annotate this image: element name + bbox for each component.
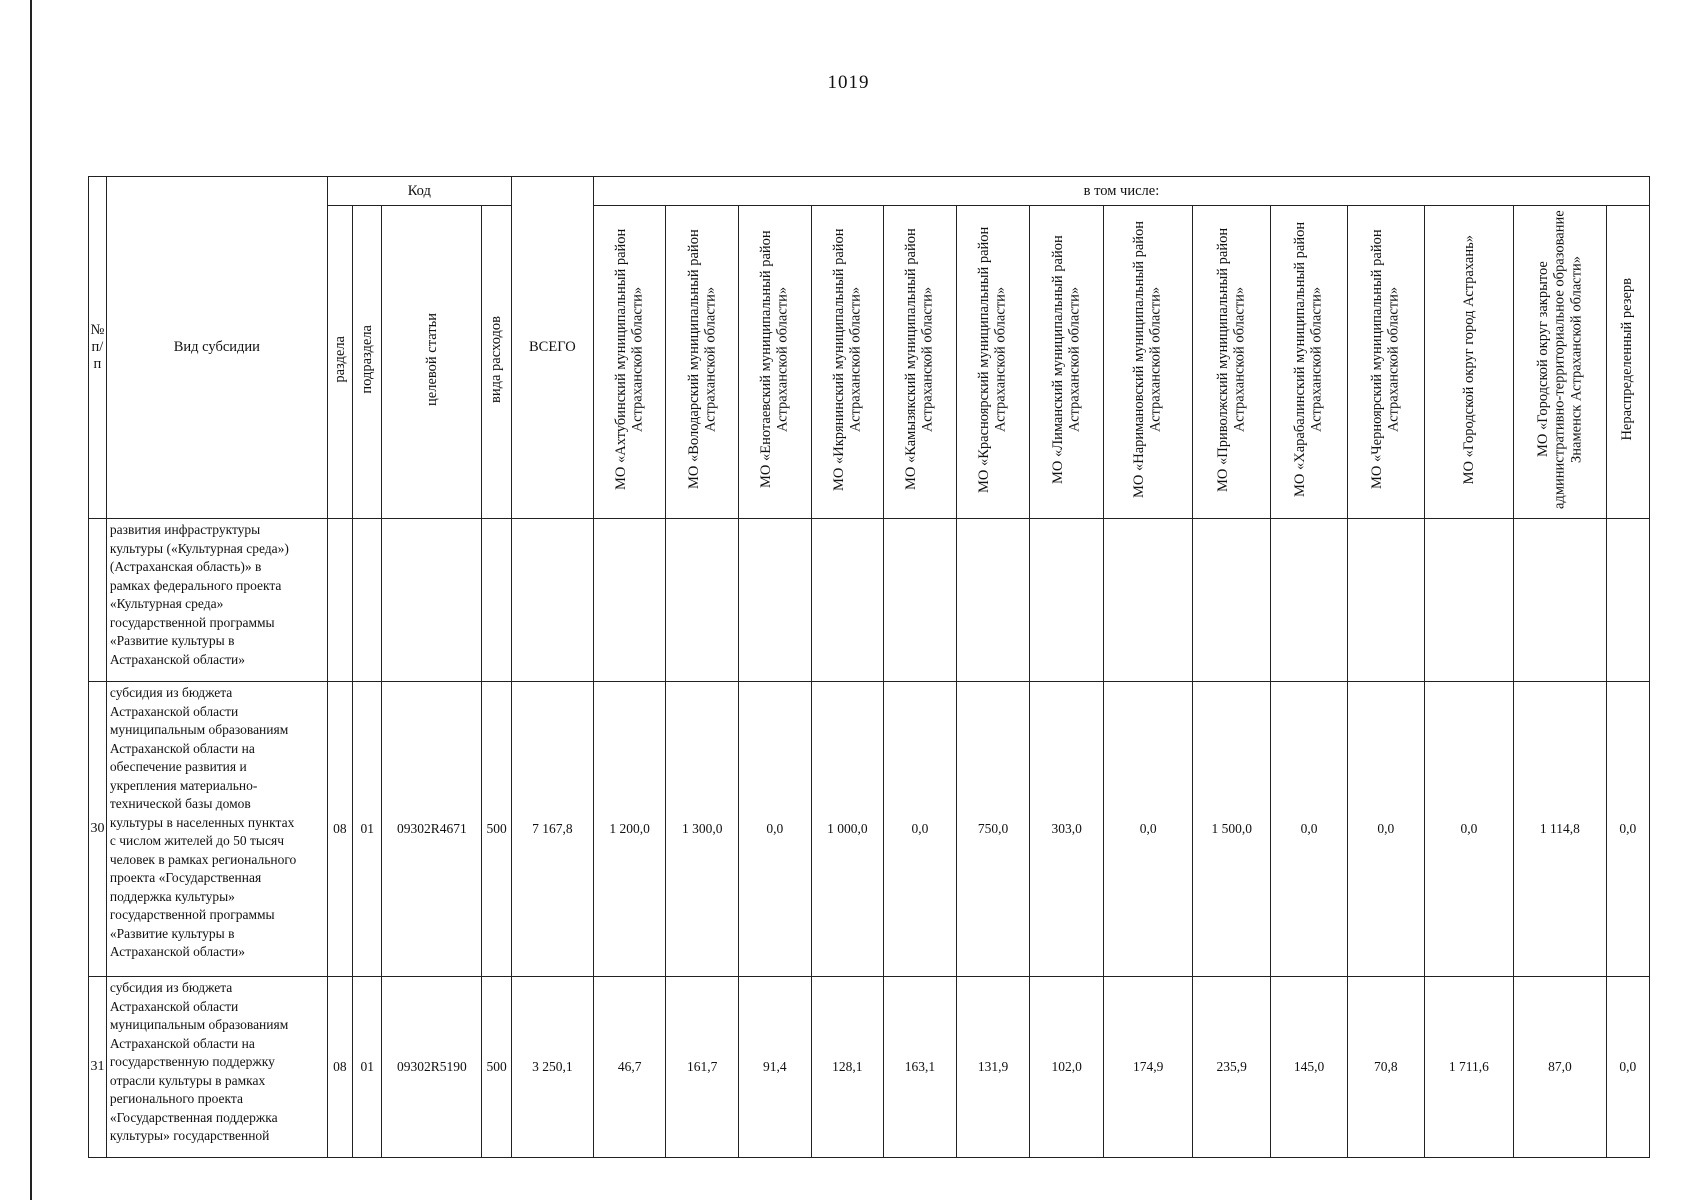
cell-value: 1 114,8 [1514,682,1607,977]
header-mo-astrakhan: МО «Городской округ город Астрахань» [1424,206,1513,519]
cell-value: 102,0 [1030,977,1104,1158]
cell-subsidy-text: субсидия из бюджета Астраханской области муниципальным образованиям Астраханской области на обеспечение развития и укрепления материально- технической базы домов культуры в населенных пунктах с числом жителей до 50 тысяч человек в рамках регионального проекта «Государственная поддержка культуры» государственной программы «Развитие культуры в Астраханской области» [106,682,327,977]
cell-value: 0,0 [1271,682,1348,977]
cell-value: 0,0 [1606,682,1649,977]
cell-value: 128,1 [811,977,884,1158]
header-code: Код [327,177,511,206]
cell-value: 303,0 [1030,682,1104,977]
cell-value: 0,0 [1606,977,1649,1158]
cell-empty [1103,519,1192,682]
header-mo-znamensk: МО «Городской округ закрытое административно-территориальное образование Знаменск Астраханской области» [1514,206,1607,519]
cell-num: 30 [89,682,107,977]
cell-value: 1 300,0 [666,682,739,977]
cell-target: 09302R5190 [382,977,482,1158]
cell-value: 91,4 [739,977,812,1158]
header-mo-limansky: МО «Лиманский муниципальный район Астраханской области» [1030,206,1104,519]
cell-subsidy-text: субсидия из бюджета Астраханской области муниципальным образованиям Астраханской области на государственную поддержку отрасли культуры в рамках регионального проекта «Государственная поддержка культуры» государственной [106,977,327,1158]
page-number: 1019 [827,72,870,93]
subsidy-table [88,176,1650,1158]
cell-empty [593,519,666,682]
table-row-continuation [89,519,1650,682]
cell-value: 0,0 [1103,682,1192,977]
cell-num [89,519,107,682]
cell-section: 08 [327,977,352,1158]
cell-empty [1271,519,1348,682]
cell-subsidy-text: развития инфраструктуры культуры («Культурная среда») (Астраханская область)» в рамках федерального проекта «Культурная среда» государственной программы «Развитие культуры в Астраханской области» [106,519,327,682]
header-including: в том числе: [593,177,1649,206]
cell-value: 1 200,0 [593,682,666,977]
cell-value: 0,0 [1347,682,1424,977]
header-mo-privolzhsky: МО «Приволжский муниципальный район Астраханской области» [1193,206,1271,519]
cell-value: 0,0 [739,682,812,977]
header-target: целевой статьи [382,206,482,519]
cell-value: 1 711,6 [1424,977,1513,1158]
cell-empty [1347,519,1424,682]
cell-value: 0,0 [884,682,957,977]
header-row-1 [89,177,1650,206]
binding-line [30,0,32,1200]
cell-value: 145,0 [1271,977,1348,1158]
header-mo-volodarsky: МО «Володарский муниципальный район Астраханской области» [666,206,739,519]
cell-empty [511,519,593,682]
cell-target: 09302R4671 [382,682,482,977]
cell-value: 1 000,0 [811,682,884,977]
cell-subsection: 01 [352,682,381,977]
header-mo-ikryaninsky: МО «Икрянинский муниципальный район Астраханской области» [811,206,884,519]
cell-empty [956,519,1030,682]
cell-num: 31 [89,977,107,1158]
cell-value: 0,0 [1424,682,1513,977]
cell-empty [1424,519,1513,682]
header-mo-kamyzyaksky: МО «Камызякский муниципальный район Астраханской области» [884,206,957,519]
cell-empty [327,519,352,682]
header-subsidy-type: Вид субсидии [106,177,327,519]
cell-value: 163,1 [884,977,957,1158]
header-section: раздела [327,206,352,519]
cell-empty [884,519,957,682]
header-mo-kharabalinsky: МО «Харабалинский муниципальный район Астраханской области» [1271,206,1348,519]
cell-section: 08 [327,682,352,977]
cell-value: 174,9 [1103,977,1192,1158]
cell-empty [382,519,482,682]
cell-value: 161,7 [666,977,739,1158]
table-row [89,682,1650,977]
cell-empty [352,519,381,682]
cell-subsection: 01 [352,977,381,1158]
table-row [89,977,1650,1158]
cell-empty [666,519,739,682]
header-subsection: подраздела [352,206,381,519]
header-mo-krasnoyarsky: МО «Красноярский муниципальный район Астраханской области» [956,206,1030,519]
header-mo-enotaevsky: МО «Енотаевский муниципальный район Астраханской области» [739,206,812,519]
cell-value: 70,8 [1347,977,1424,1158]
header-mo-akhtubinsky: МО «Ахтубинский муниципальный район Астраханской области» [593,206,666,519]
header-total: ВСЕГО [511,177,593,519]
cell-total: 7 167,8 [511,682,593,977]
cell-value: 87,0 [1514,977,1607,1158]
cell-empty [1193,519,1271,682]
header-mo-narimanovsky: МО «Наримановский муниципальный район Астраханской области» [1103,206,1192,519]
cell-value: 235,9 [1193,977,1271,1158]
cell-total: 3 250,1 [511,977,593,1158]
header-num: № п/п [89,177,107,519]
cell-empty [739,519,812,682]
cell-empty [811,519,884,682]
cell-empty [482,519,512,682]
header-expense-type: вида расходов [482,206,512,519]
header-reserve: Нераспределенный резерв [1606,206,1649,519]
cell-empty [1514,519,1607,682]
cell-value: 46,7 [593,977,666,1158]
cell-value: 750,0 [956,682,1030,977]
cell-value: 131,9 [956,977,1030,1158]
header-mo-chernoyarsky: МО «Черноярский муниципальный район Астраханской области» [1347,206,1424,519]
cell-expense-type: 500 [482,682,512,977]
cell-empty [1606,519,1649,682]
cell-empty [1030,519,1104,682]
cell-expense-type: 500 [482,977,512,1158]
cell-value: 1 500,0 [1193,682,1271,977]
